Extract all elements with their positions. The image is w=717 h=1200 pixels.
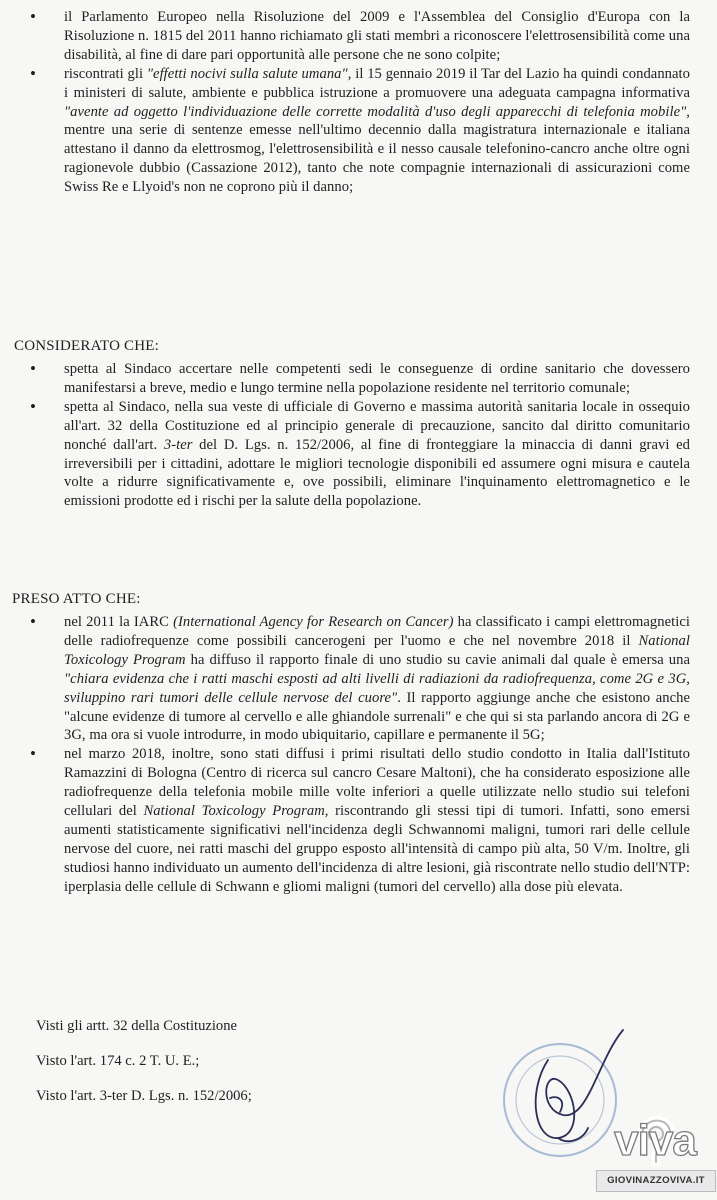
list-item: • riscontrati gli "effetti nocivi sulla salute umana", il 15 gennaio 2019 il Tar del Lazio ha quindi condannato i ministeri di salute, ambiente e pubblica istruzione a promuovere una adeguata campagna informativa "avente ad oggetto l'individuazione delle corrette modalità d'uso degli apparecchi di telefonia mobile", mentre una serie di sentenze emesse nell'ultimo decennio dalla magistratura internazionale e italiana attestano il danno da elettrosmog, l'elettrosensibilità e il nesso causale telefonino-cancro anche oltre ogni ragionevole dubbio (Cassazione 2012), tanto che note compagnie internazionali di assicurazioni come Swiss Re e Llyoid's non ne coprono più il danno; (64, 65, 690, 197)
bullet-list-considerato (64, 360, 690, 511)
bullet-list-preso-atto (64, 613, 690, 897)
visto-line-1: Visti gli artt. 32 della Costituzione (36, 1018, 237, 1034)
visto-line-3: Visto l'art. 3-ter D. Lgs. n. 152/2006; (36, 1088, 252, 1104)
list-item: • spetta al Sindaco accertare nelle competenti sedi le conseguenze di ordine sanitario che dovessero manifestarsi a breve, medio e lungo termine nella popolazione residente nel territorio comunale; (64, 360, 690, 398)
list-item: • il Parlamento Europeo nella Risoluzione del 2009 e l'Assemblea del Consiglio d'Europa con la Risoluzione n. 1815 del 2011 hanno richiamato gli stati membri a riconoscere l'elettrosensibilità come una disabilità, al fine di dare pari opportunità alle persone che ne sono colpite; (64, 8, 690, 65)
viva-logo-text: viva (614, 1116, 696, 1165)
heading-preso-atto: PRESO ATTO CHE: (12, 591, 141, 607)
visto-line-2: Visto l'art. 174 c. 2 T. U. E.; (36, 1053, 200, 1069)
watermark-url: GIOVINAZZOVIVA.IT (596, 1170, 716, 1192)
list-item: • spetta al Sindaco, nella sua veste di ufficiale di Governo e massima autorità sanitaria locale in ossequio all'art. 32 della Costituzione ed al principio generale di precauzione, sancito dal diritto comunitario nonché dall'art. 3-ter del D. Lgs. n. 152/2006, al fine di fronteggiare la minaccia di danni gravi ed irreversibili per i cittadini, adottare le migliori tecnologie disponibili ed assumere ogni misura e cautela volte a ridurre significativamente e, ove possibili, eliminare l'inquinamento elettromagnetico e le emissioni prodotte ed i rischi per la salute della popolazione. (64, 398, 690, 511)
heading-considerato: CONSIDERATO CHE: (14, 338, 160, 354)
bullet-list-preamble (64, 8, 690, 197)
list-item: • nel 2011 la IARC (International Agency for Research on Cancer) ha classificato i campi elettromagnetici delle radiofrequenze come possibili cancerogeni per l'uomo e che nel novembre 2018 il National Toxicology Program ha diffuso il rapporto finale di uno studio su cavie animali dal quale è emersa una "chiara evidenza che i ratti maschi esposti ad alti livelli di radiazioni da radiofrequenza, come 2G e 3G, sviluppino rari tumori delle cellule nervose del cuore". Il rapporto aggiunge anche che esistono anche "alcune evidenze di tumore al cervello e alle ghiandole surrenali" e che qui si sta parlando ancora di 2G e 3G, ma ora si vuole introdurre, in modo ubiquitario, capillare e permanente il 5G; (64, 613, 690, 745)
list-item: • nel marzo 2018, inoltre, sono stati diffusi i primi risultati dello studio condotto in Italia dall'Istituto Ramazzini di Bologna (Centro di ricerca sul cancro Cesare Maltoni), che ha considerato esposizione alle radiofrequenze della telefonia mobile mille volte inferiori a quelle utilizzate nello studio sui telefoni cellulari del National Toxicology Program, riscontrando gli stessi tipi di tumori. Infatti, sono emersi aumenti statisticamente significativi nell'incidenza degli Schwannomi maligni, tumori rari delle cellule nervose del cuore, nei ratti maschi del gruppo esposto all'intensità di campo più alta, 50 V/m. Inoltre, gli studiosi hanno individuato un aumento dell'incidenza di altre lesioni, già riscontrate nello studio dell'NTP: iperplasia delle cellule di Schwann e gliomi maligni (tumori del cervello) alla dose più elevata. (64, 745, 690, 896)
